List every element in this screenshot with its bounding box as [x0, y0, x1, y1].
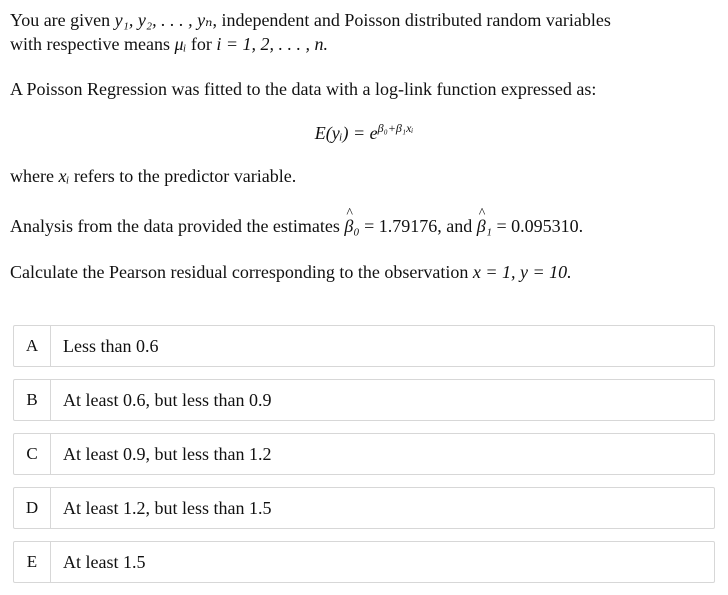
question-line-3: [10, 77, 596, 101]
predictor-x: xᵢ: [58, 166, 70, 186]
option-a[interactable]: [13, 325, 715, 367]
question-line-6: [10, 260, 572, 284]
question-line-4: [10, 164, 296, 188]
option-text: At least 0.6, but less than 0.9: [63, 389, 272, 410]
option-letter: E: [14, 542, 51, 582]
formula-lhs: E(yᵢ) = e: [314, 123, 378, 143]
question-line-1-prefix: You are given: [10, 10, 111, 30]
mean-mu: μᵢ: [174, 34, 187, 54]
beta1-hat: ^ β₁: [477, 214, 492, 238]
option-text: At least 0.9, but less than 1.2: [63, 443, 272, 464]
option-letter: A: [14, 326, 51, 366]
question-line-4-prefix: where: [10, 166, 54, 186]
option-c[interactable]: [13, 433, 715, 475]
index-range: i = 1, 2, . . . , n.: [216, 34, 328, 54]
question-line-6-prefix: Calculate the Pearson residual corresponding to the observation: [10, 262, 469, 282]
question-line-4-suffix: refers to the predictor variable.: [73, 166, 297, 186]
beta0-value: = 1.79176, and: [359, 216, 477, 236]
option-b[interactable]: [13, 379, 715, 421]
question-line-2-mid: for: [190, 34, 212, 54]
question-line-2: [10, 32, 328, 56]
question-line-2-prefix: with respective means: [10, 34, 170, 54]
option-d[interactable]: [13, 487, 715, 529]
formula-exponent: β₀+β₁xᵢ: [377, 121, 414, 135]
beta1-value: = 0.095310.: [492, 216, 584, 236]
option-text: At least 1.5: [63, 551, 146, 572]
question-line-1-suffix: , independent and Poisson distributed random variables: [212, 10, 611, 30]
option-letter: D: [14, 488, 51, 528]
option-letter: B: [14, 380, 51, 420]
option-text: Less than 0.6: [63, 335, 159, 356]
question-line-5: [10, 214, 583, 238]
question-line-3-text: A Poisson Regression was fitted to the data with a log-link function expressed as:: [10, 79, 597, 99]
question-line-5-prefix: Analysis from the data provided the estimates: [10, 216, 340, 236]
observation: x = 1, y = 10.: [472, 262, 572, 282]
beta0-hat: ^ β₀: [344, 214, 359, 238]
option-letter: C: [14, 434, 51, 474]
log-link-formula: [0, 120, 728, 146]
variables-y: y₁, y₂, . . . , yₙ: [114, 10, 213, 30]
answer-options: [13, 325, 715, 595]
question-line-1: [10, 8, 611, 32]
option-text: At least 1.2, but less than 1.5: [63, 497, 272, 518]
option-e[interactable]: [13, 541, 715, 583]
